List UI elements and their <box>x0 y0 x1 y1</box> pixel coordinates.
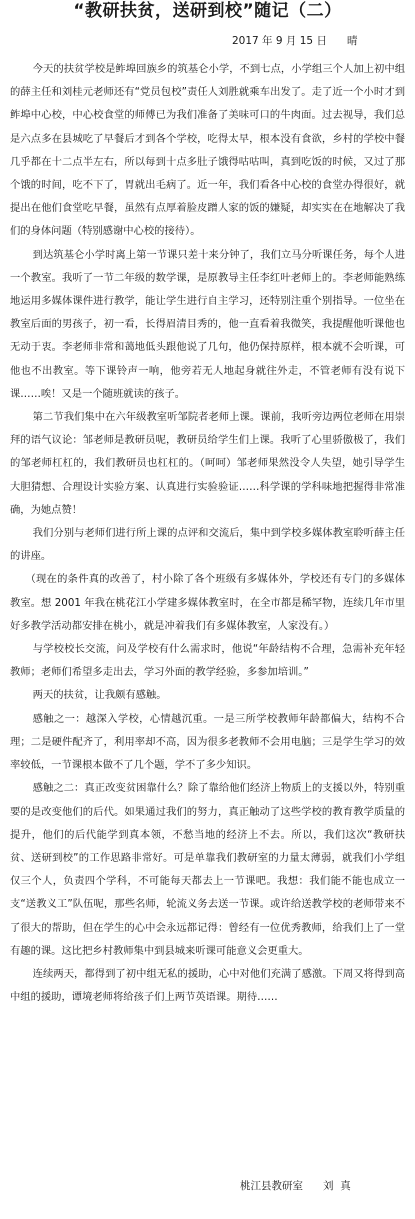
paragraph-9: 感触之二：真正改变贫困靠什么？除了靠给他们经济上物质上的支援以外，特别重要的是改变他们的后代。如果通过我们的努力，真正触动了这些学校的教育教学质量的提升，他们的后代能学到真本领，不愁当地的经济上不去。所以，我们这次“教研扶贫、送研到校”的工作思路非常好。可是单靠我们教研室的力量太薄弱，就我们小学组仅三个人，负责四个学科，不可能每天都去上一节课吧。我想：我们能不能也成立一支“送教义工”队伍呢，那些名师，轮流义务去送一节课。或许给送教学校的老师带来不了很大的帮助，但在学生的心中会永远都记得：曾经有一位优秀教师，给我们上了一堂有趣的课。这比把乡村教师集中到县城来听课可能意义会更重大。 <box>10 782 405 957</box>
paragraph-8: 感触之一：越深入学校，心情越沉重。一是三所学校教师年龄都偏大，结构不合理；二是硬件配齐了，利用率却不高，因为很多老教师不会用电脑；三是学生学习的效率较低，一节课根本做不了几个题，学不了多少知识。 <box>10 712 405 772</box>
dateline <box>232 33 357 49</box>
paragraph-7: 两天的扶贫，让我颇有感触。 <box>32 689 167 702</box>
paragraph-3: 第二节我们集中在六年级教室听邹院者老师上课。课前，我听旁边两位老师在用崇拜的语气议论：邹老师是教研员呢，教研员给学生们上课。我听了心里骄傲极了，我们的邹老师杠杠的，我们教研员也杠杠的。（呵呵）邹老师果然没令人失望，她引导学生大胆猜想、合理设计实验方案、认真进行实验验证……科学课的学科味地把握得非常准确，为她点赞！ <box>10 411 405 516</box>
signature <box>240 1178 351 1194</box>
paragraph-4: 我们分别与老师们进行所上课的点评和交流后，集中到学校多媒体教室聆听薛主任的讲座。 <box>10 527 405 563</box>
paragraph-2: 到达筑基仑小学时离上第一节课只差十来分钟了，我们立马分听课任务，每个人进一个教室。我听了一节二年级的数学课，是原教导主任李红叶老师上的。李老师能熟练地运用多媒体课件进行教学，能让学生进行自主学习，还特别注重个别指导。一位坐在教室后面的男孩子，初一看，长得眉清目秀的，他一直看着我微笑，我提醒他听课他也无动于衷。李老师非常和蔼地低头跟他说了几句，他仍保持原样，根本就不会听课，可他也不出教室。等下课铃声一响，他旁若无人地起身就往外走，不管老师有没有说下课……唉！又是一个随班就读的孩子。 <box>10 248 405 400</box>
paragraph-6: 与学校校长交流，问及学校有什么需求时，他说“年龄结构不合理，急需补充年轻教师；老师们希望多走出去，学习外面的教学经验，多参加培训。” <box>10 643 405 679</box>
weather-text: 晴 <box>346 35 358 47</box>
signature-org: 桃江县教研室 <box>240 1180 303 1192</box>
signature-author: 刘 真 <box>323 1180 351 1192</box>
paragraph-10: 连续两天，都得到了初中组无私的援助，心中对他们充满了感激。下周又将得到高中组的援助，谭境老师将给孩子们上两节英语课。期待…… <box>10 967 405 1004</box>
date-text: 2017 年 9 月 15 日 <box>232 35 327 47</box>
paragraph-5: （现在的条件真的改善了，村小除了各个班级有多媒体外，学校还有专门的多媒体教室。想 2001 年我在桃花江小学建多媒体教室时，在全市都是稀罕物，连续几年市里好多教学活动都安排在桃小，就是冲着我们有多媒体教室，人家没有。） <box>10 573 405 632</box>
paragraph-1: 今天的扶贫学校是鲊埠回族乡的筑基仑小学，不到七点，小学组三个人加上初中组的薛主任和刘桂元老师还有“党员包校”责任人刘胜就乘车出发了。走了近一个小时才到鲊埠中心校，中心校食堂的师傅已为我们准备了美味可口的牛肉面。过去视导，我们总是六点多在县城吃了早餐后才到各个学校，吃得太早，根本没有食欲，乡村的学校中餐几乎都在十二点半左右，所以每到十点多肚子饿得咕咕叫，真到吃饭的时候，又过了那个饿的时间，吃不下了，胃就出毛病了。近一年，我们看各中心校的食堂办得很好，就提出在他们食堂吃早餐，虽然有点厚着脸皮蹭人家的饭的嫌疑，却实实在在地解决了我们的身体问题（特别感谢中心校的接待）。 <box>10 63 405 238</box>
document-title: “教研扶贫，送研到校”随记（二） <box>73 1 342 21</box>
article-body <box>10 58 405 1009</box>
